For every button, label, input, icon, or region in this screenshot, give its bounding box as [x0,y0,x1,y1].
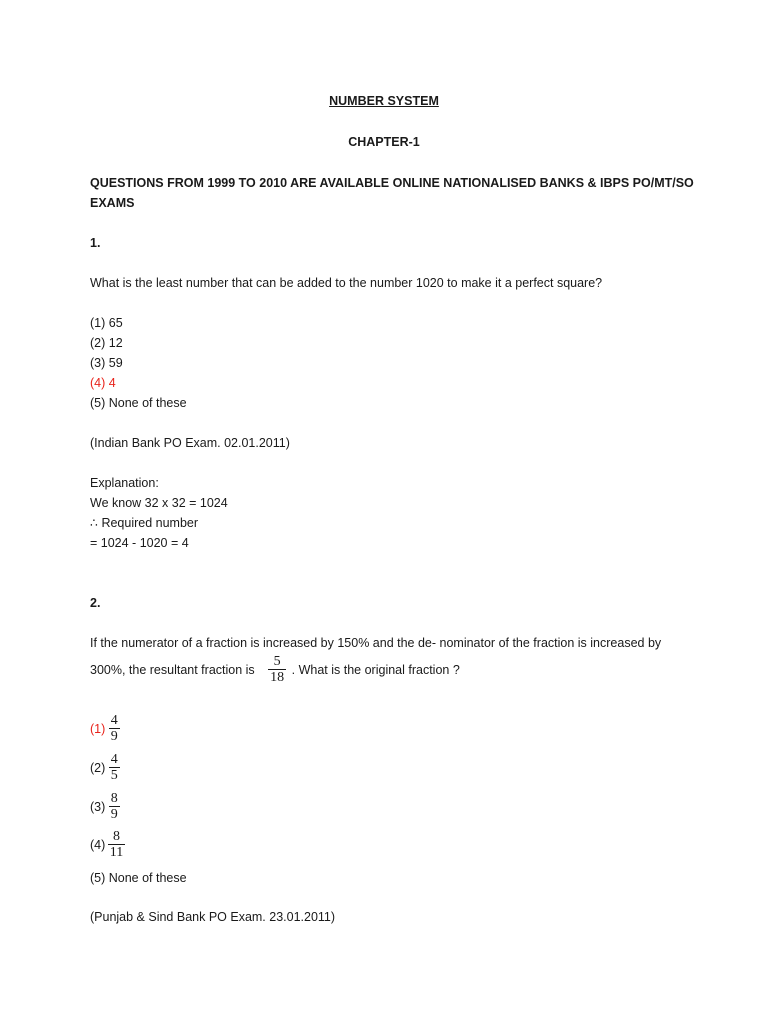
option-fraction [109,713,120,744]
q2-option-3 [90,791,120,822]
q2-option-1-answer [90,713,120,744]
option-fraction [109,752,120,783]
fraction-numerator: 8 [113,829,120,844]
question-1-text: What is the least number that can be added to the number 1020 to make it a perfect square? [90,276,603,290]
q1-explanation-line-1: We know 32 x 32 = 1024 [90,496,228,510]
q2-option-4 [90,829,125,860]
q1-option-5: (5) None of these [90,396,187,410]
option-label: (1) [90,721,106,736]
question-2-line-1: If the numerator of a fraction is increased by 150% and the de- nominator of the fraction is increased by [90,636,662,650]
fraction-denominator: 18 [270,670,285,685]
question-2-line-2-pre: 300%, the resultant fraction is [90,662,255,677]
fraction-numerator: 4 [110,752,118,767]
question-2-line-2-post: . What is the original fraction ? [291,662,460,677]
q1-explanation-required: Required number [101,516,199,530]
q1-explanation-line-2 [90,513,198,533]
option-label: (3) [90,799,106,814]
question-2-number: 2. [90,596,101,610]
intro-line-2: EXAMS [90,196,135,210]
option-label: (2) [90,760,106,775]
q2-source: (Punjab & Sind Bank PO Exam. 23.01.2011) [90,910,336,924]
option-label: (4) [90,837,106,852]
q1-source: (Indian Bank PO Exam. 02.01.2011) [90,436,290,450]
fraction-denominator: 9 [110,729,118,744]
q2-option-5: (5) None of these [90,871,187,885]
therefore-symbol: ∴ [90,516,98,530]
fraction-denominator: 11 [109,845,124,860]
page-title: NUMBER SYSTEM [329,94,439,108]
option-fraction [108,829,125,860]
fraction-numerator: 8 [110,791,118,806]
intro-line-1: QUESTIONS FROM 1999 TO 2010 ARE AVAILABLE ONLINE NATIONALISED BANKS & IBPS PO/MT/SO [90,176,694,190]
q1-option-1: (1) 65 [90,316,123,330]
question-2-line-2 [90,654,460,685]
q1-explanation-line-3: = 1024 - 1020 = 4 [90,536,189,550]
fraction-denominator: 9 [110,807,118,822]
fraction-denominator: 5 [110,768,118,783]
fraction-numerator: 5 [273,654,281,669]
fraction-numerator: 4 [110,713,118,728]
option-fraction [109,791,120,822]
q1-explanation-heading: Explanation: [90,476,159,490]
resultant-fraction [268,654,286,685]
question-1-number: 1. [90,236,101,250]
chapter-heading: CHAPTER-1 [348,135,420,149]
q1-option-4-answer: (4) 4 [90,376,116,390]
q2-option-2 [90,752,120,783]
q1-option-2: (2) 12 [90,336,123,350]
q1-option-3: (3) 59 [90,356,123,370]
